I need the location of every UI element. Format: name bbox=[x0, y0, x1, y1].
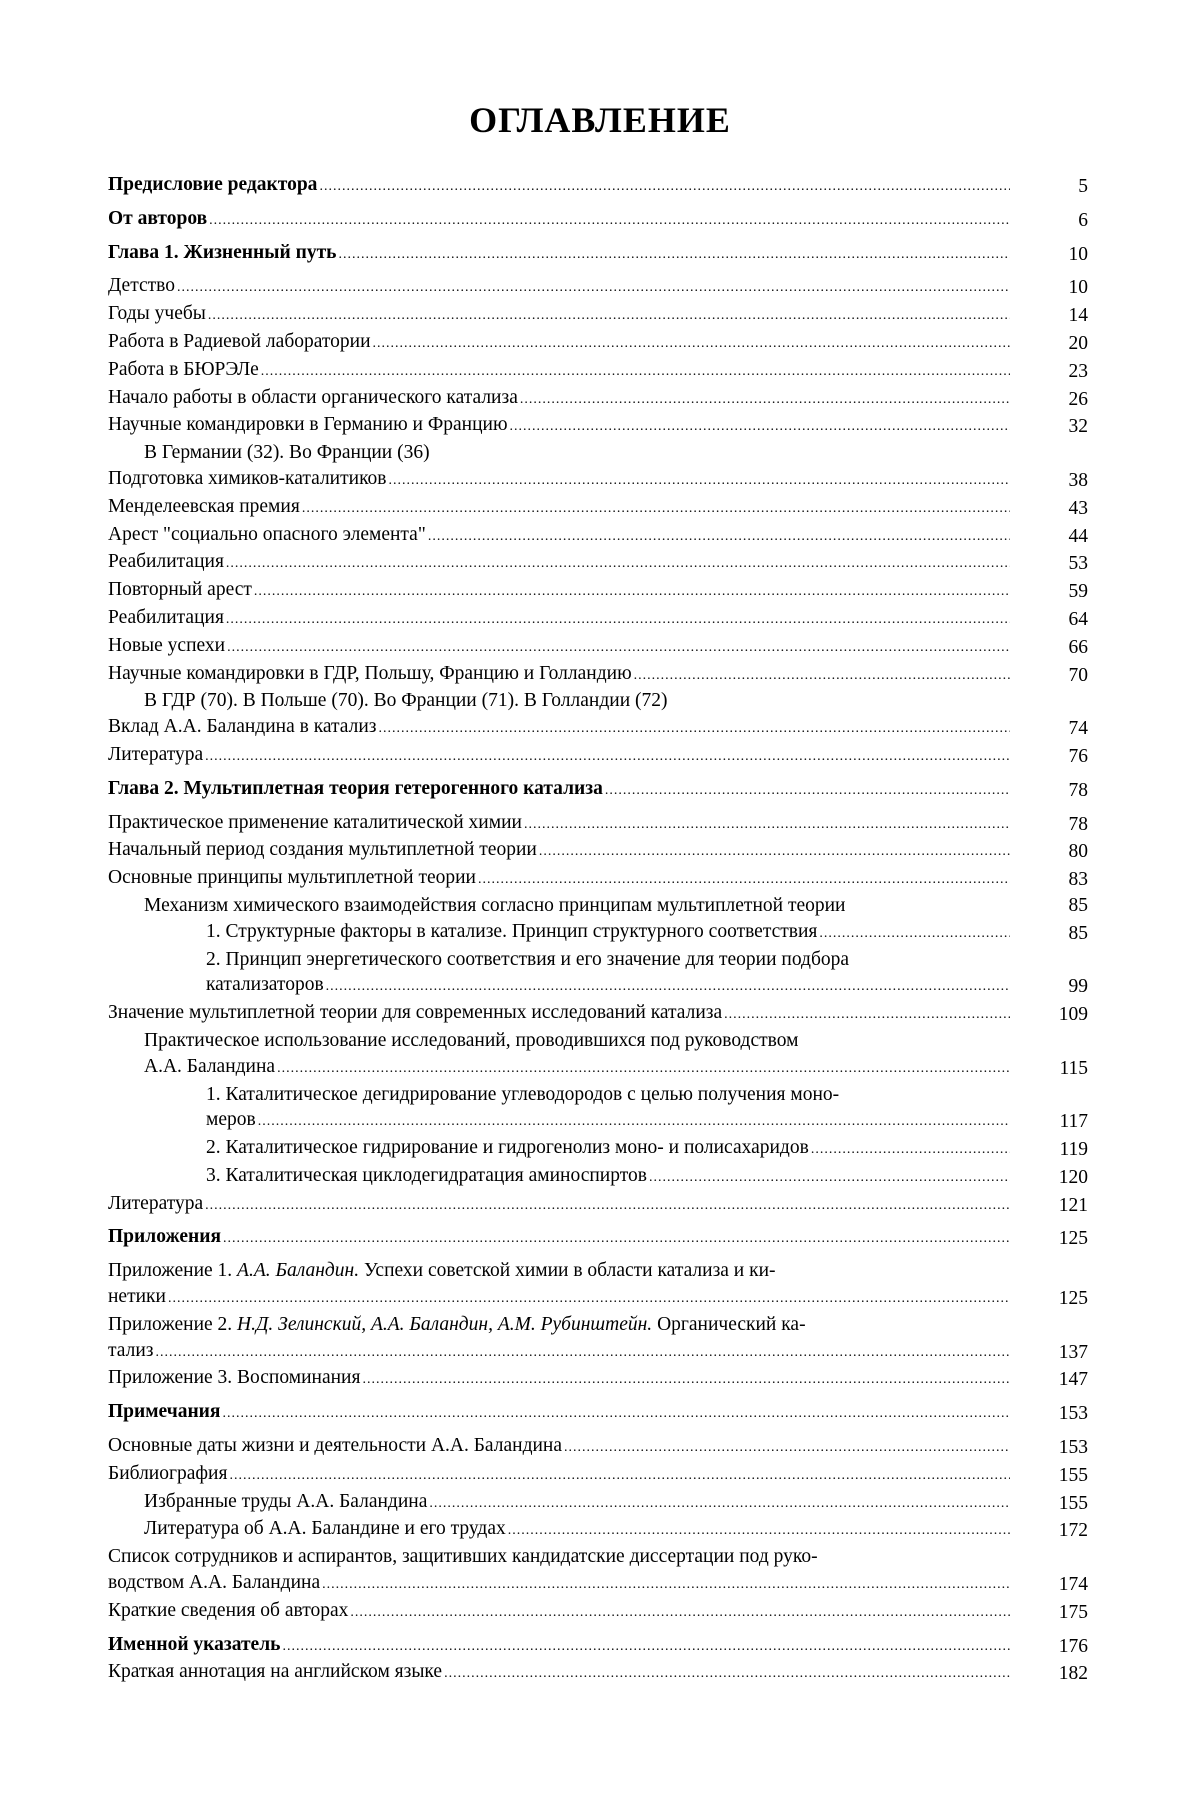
toc-entry-text: Новые успехи bbox=[108, 634, 226, 656]
toc-entry-text: Научные командировки в ГДР, Польшу, Францию и Голландию bbox=[108, 662, 632, 684]
page-title: ОГЛАВЛЕНИЕ bbox=[469, 100, 731, 140]
toc-leader-dots bbox=[373, 331, 1010, 357]
toc-entry bbox=[108, 742, 1088, 770]
toc-entry bbox=[108, 329, 1088, 357]
toc-entry bbox=[108, 1224, 1088, 1252]
toc-page-number: 44 bbox=[1068, 525, 1088, 547]
toc-leader-dots bbox=[226, 607, 1010, 633]
toc-entry bbox=[108, 947, 1088, 1001]
toc-entry bbox=[108, 605, 1088, 633]
toc-entry-text: Арест "социально опасного элемента" bbox=[108, 523, 426, 545]
toc-page-number: 182 bbox=[1058, 1663, 1088, 1685]
toc-entry-text: Детство bbox=[108, 275, 175, 297]
toc-leader-dots bbox=[539, 839, 1010, 865]
toc-entry bbox=[108, 440, 1088, 466]
toc-entry-text: Годы учебы bbox=[108, 303, 206, 325]
toc-page-number: 153 bbox=[1058, 1437, 1088, 1459]
toc-entry bbox=[108, 301, 1088, 329]
toc-entry bbox=[108, 1163, 1088, 1191]
toc-leader-dots bbox=[177, 275, 1010, 301]
toc-entry bbox=[108, 240, 1088, 268]
toc-entry-text: Избранные труды А.А. Баландина bbox=[144, 1490, 428, 1512]
toc-leader-dots bbox=[379, 716, 1011, 742]
toc-leader-dots bbox=[229, 1463, 1010, 1489]
toc-entry-text: Глава 1. Жизненный путь bbox=[108, 241, 337, 263]
toc-entry bbox=[108, 1365, 1088, 1393]
toc-entry-text: Литература bbox=[108, 1192, 204, 1214]
toc-entry-text: Реабилитация bbox=[108, 606, 224, 628]
toc-entry bbox=[108, 412, 1088, 440]
toc-entry bbox=[108, 865, 1088, 893]
toc-entry-continuation: А.А. Баландина bbox=[144, 1055, 276, 1077]
toc-page-number: 153 bbox=[1058, 1403, 1088, 1425]
toc-leader-dots bbox=[634, 663, 1010, 689]
toc-page-number: 70 bbox=[1068, 664, 1088, 686]
toc-leader-dots bbox=[444, 1661, 1010, 1687]
toc-leader-dots bbox=[478, 867, 1010, 893]
toc-entry-text: Подготовка химиков-каталитиков bbox=[108, 467, 387, 489]
toc-entry bbox=[108, 1082, 1088, 1136]
toc-leader-dots bbox=[362, 1367, 1010, 1393]
toc-entry-text: Значение мультиплетной теории для современных исследований катализа bbox=[108, 1002, 723, 1024]
toc-page-number: 172 bbox=[1058, 1520, 1088, 1542]
toc-entry bbox=[108, 1544, 1088, 1598]
toc-leader-dots bbox=[222, 1401, 1010, 1427]
toc-entry-text: В Германии (32). Во Франции (36) bbox=[144, 442, 430, 464]
toc-entry bbox=[108, 714, 1088, 742]
toc-entry bbox=[108, 206, 1088, 234]
toc-entry-text: Реабилитация bbox=[108, 551, 224, 573]
toc-leader-dots bbox=[254, 579, 1010, 605]
toc-entry bbox=[108, 633, 1088, 661]
toc-entry bbox=[108, 1598, 1088, 1626]
toc-leader-dots bbox=[811, 1137, 1010, 1163]
toc-page-number: 66 bbox=[1068, 636, 1088, 658]
toc-entry bbox=[108, 466, 1088, 494]
toc-entry-text: Начальный период создания мультиплетной теории bbox=[108, 839, 537, 861]
toc-page-number: 20 bbox=[1068, 332, 1088, 354]
toc-leader-dots bbox=[209, 208, 1010, 234]
toc-leader-dots bbox=[168, 1286, 1010, 1312]
toc-leader-dots bbox=[208, 303, 1010, 329]
toc-leader-dots bbox=[302, 496, 1010, 522]
toc-entry bbox=[108, 1632, 1088, 1660]
toc-entry-text: Приложение 3. Воспоминания bbox=[108, 1367, 361, 1389]
toc-page-number: 175 bbox=[1058, 1601, 1088, 1623]
toc-page-number: 109 bbox=[1058, 1004, 1088, 1026]
toc-entry bbox=[108, 1433, 1088, 1461]
toc-leader-dots bbox=[564, 1435, 1010, 1461]
toc-leader-dots bbox=[258, 1109, 1010, 1135]
toc-entry-text: 2. Каталитическое гидрирование и гидрогенолиз моно- и полисахаридов bbox=[206, 1137, 809, 1159]
toc-page-number: 78 bbox=[1068, 779, 1088, 801]
toc-page-number: 125 bbox=[1058, 1288, 1088, 1310]
toc-page-number: 119 bbox=[1059, 1139, 1088, 1161]
toc-entry bbox=[108, 1191, 1088, 1219]
toc-entry-text: 1. Структурные факторы в катализе. Принцип структурного соответствия bbox=[206, 920, 818, 942]
toc-entry bbox=[108, 837, 1088, 865]
toc-entry-continuation: нетики bbox=[108, 1286, 166, 1308]
toc-page-number: 117 bbox=[1059, 1111, 1088, 1133]
toc-page-number: 85 bbox=[1068, 894, 1088, 916]
toc-entry-continuation: меров bbox=[206, 1109, 256, 1131]
toc-leader-dots bbox=[277, 1056, 1010, 1082]
toc-entry bbox=[108, 494, 1088, 522]
toc-entry-text: Приложение 1. А.А. Баландин. Успехи советской химии в области катализа и ки- bbox=[108, 1260, 776, 1282]
toc-leader-dots bbox=[508, 1518, 1010, 1544]
toc-entry-italic-author: А.А. Баландин. bbox=[237, 1260, 360, 1282]
toc-leader-dots bbox=[282, 1634, 1010, 1660]
toc-entry-text: 3. Каталитическая циклодегидратация аминоспиртов bbox=[206, 1164, 647, 1186]
toc-entry bbox=[108, 810, 1088, 838]
toc-page-number: 23 bbox=[1068, 360, 1088, 382]
toc-entry-text: Основные даты жизни и деятельности А.А. Баландина bbox=[108, 1435, 563, 1457]
toc-entry-text: Начало работы в области органического катализа bbox=[108, 386, 518, 408]
toc-page-number: 155 bbox=[1058, 1492, 1088, 1514]
toc-page-number: 74 bbox=[1068, 718, 1088, 740]
toc-entry-text: Предисловие редактора bbox=[108, 174, 318, 195]
toc-entry-text: Основные принципы мультиплетной теории bbox=[108, 867, 476, 889]
toc-entry bbox=[108, 357, 1088, 385]
toc-entry-text: Именной указатель bbox=[108, 1633, 281, 1655]
toc-leader-dots bbox=[429, 1491, 1010, 1517]
toc-entry bbox=[108, 919, 1088, 947]
toc-leader-dots bbox=[326, 974, 1010, 1000]
toc-page-number: 176 bbox=[1058, 1635, 1088, 1657]
toc-entry-text: Научные командировки в Германию и Францию bbox=[108, 414, 508, 436]
toc-entry-text: Практическое применение каталитической химии bbox=[108, 811, 522, 833]
toc-page-number: 85 bbox=[1068, 922, 1088, 944]
toc-entry bbox=[108, 522, 1088, 550]
toc-entry-continuation: катализаторов bbox=[206, 974, 324, 996]
toc-entry bbox=[108, 1489, 1088, 1517]
toc-entry-text: Вклад А.А. Баландина в катализ bbox=[108, 716, 377, 738]
toc-entry-text: В ГДР (70). В Польше (70). Во Франции (71). В Голландии (72) bbox=[144, 690, 668, 712]
toc-leader-dots bbox=[428, 524, 1010, 550]
toc-leader-dots bbox=[819, 921, 1010, 947]
toc-entry-text: Список сотрудников и аспирантов, защитивших кандидатские диссертации под руко- bbox=[108, 1546, 818, 1568]
toc-leader-dots bbox=[223, 1226, 1010, 1252]
toc-entry bbox=[108, 1312, 1088, 1366]
toc-entry bbox=[108, 549, 1088, 577]
toc-entry-text: Механизм химического взаимодействия согласно принципам мультиплетной теории bbox=[144, 894, 846, 916]
toc-page-number: 80 bbox=[1068, 841, 1088, 863]
toc-leader-dots bbox=[605, 778, 1010, 804]
toc-page-number: 10 bbox=[1068, 243, 1088, 265]
toc-entry bbox=[108, 893, 1088, 919]
toc-leader-dots bbox=[338, 242, 1010, 268]
toc-page-number: 115 bbox=[1059, 1057, 1088, 1079]
toc-leader-dots bbox=[319, 174, 1010, 200]
toc-page-number: 14 bbox=[1068, 305, 1088, 327]
table-of-contents bbox=[108, 172, 1088, 1687]
toc-page-number: 6 bbox=[1078, 209, 1088, 231]
toc-page-number: 38 bbox=[1068, 469, 1088, 491]
toc-leader-dots bbox=[205, 744, 1010, 770]
toc-page-number: 147 bbox=[1058, 1369, 1088, 1391]
toc-page-number: 26 bbox=[1068, 388, 1088, 410]
toc-entry-text: Приложения bbox=[108, 1226, 222, 1248]
toc-entry-text: 2. Принцип энергетического соответствия и его значение для теории подбора bbox=[206, 948, 850, 970]
toc-page-number: 5 bbox=[1078, 176, 1088, 197]
toc-entry-text: Работа в Радиевой лаборатории bbox=[108, 330, 371, 352]
toc-entry-text: Литература bbox=[108, 743, 204, 765]
toc-leader-dots bbox=[227, 635, 1010, 661]
toc-leader-dots bbox=[226, 551, 1010, 577]
toc-page-number: 59 bbox=[1068, 581, 1088, 603]
toc-entry-text: Краткие сведения об авторах bbox=[108, 1599, 349, 1621]
toc-entry-text: От авторов bbox=[108, 207, 208, 229]
toc-leader-dots bbox=[389, 468, 1010, 494]
toc-page-number: 155 bbox=[1058, 1464, 1088, 1486]
toc-entry bbox=[108, 172, 1088, 200]
toc-page-number: 83 bbox=[1068, 869, 1088, 891]
toc-page-number: 53 bbox=[1068, 553, 1088, 575]
toc-leader-dots bbox=[261, 359, 1010, 385]
toc-entry-text: 1. Каталитическое дегидрирование углеводородов с целью получения моно- bbox=[206, 1083, 840, 1105]
toc-entry bbox=[108, 1659, 1088, 1687]
toc-page-number: 120 bbox=[1058, 1166, 1088, 1188]
toc-entry bbox=[108, 1028, 1088, 1082]
toc-entry bbox=[108, 1516, 1088, 1544]
toc-entry bbox=[108, 1258, 1088, 1312]
toc-page-number: 64 bbox=[1068, 608, 1088, 630]
toc-page-number: 78 bbox=[1068, 813, 1088, 835]
toc-page-number: 174 bbox=[1058, 1574, 1088, 1596]
toc-leader-dots bbox=[322, 1572, 1010, 1598]
toc-entry-text: Менделеевская премия bbox=[108, 495, 300, 517]
toc-leader-dots bbox=[155, 1340, 1010, 1366]
toc-entry bbox=[108, 1000, 1088, 1028]
toc-page-number: 99 bbox=[1068, 976, 1088, 998]
toc-entry bbox=[108, 385, 1088, 413]
toc-page-number: 43 bbox=[1068, 497, 1088, 519]
toc-entry bbox=[108, 1461, 1088, 1489]
toc-entry-continuation: водством А.А. Баландина bbox=[108, 1572, 321, 1594]
toc-leader-dots bbox=[649, 1165, 1010, 1191]
toc-entry bbox=[108, 661, 1088, 689]
toc-entry bbox=[108, 688, 1088, 714]
toc-leader-dots bbox=[524, 812, 1010, 838]
toc-entry-text: Работа в БЮРЭЛе bbox=[108, 358, 259, 380]
toc-entry bbox=[108, 1399, 1088, 1427]
toc-page-number: 10 bbox=[1068, 277, 1088, 299]
toc-entry-continuation: тализ bbox=[108, 1339, 154, 1361]
toc-page-number: 121 bbox=[1058, 1194, 1088, 1216]
toc-entry-text: Глава 2. Мультиплетная теория гетерогенного катализа bbox=[108, 777, 603, 799]
toc-entry-text: Примечания bbox=[108, 1401, 221, 1423]
toc-entry-italic-author: Н.Д. Зелинский, А.А. Баландин, А.М. Рубинштейн. bbox=[237, 1313, 653, 1335]
toc-page-number: 125 bbox=[1058, 1228, 1088, 1250]
toc-entry-text: Практическое использование исследований, проводившихся под руководством bbox=[144, 1029, 799, 1051]
toc-entry bbox=[108, 1135, 1088, 1163]
toc-leader-dots bbox=[520, 387, 1010, 413]
toc-entry bbox=[108, 776, 1088, 804]
toc-entry-text: Литература об А.А. Баландине и его трудах bbox=[144, 1518, 506, 1540]
toc-entry-text: Библиография bbox=[108, 1462, 228, 1484]
toc-entry-text: Повторный арест bbox=[108, 579, 252, 601]
toc-leader-dots bbox=[724, 1002, 1010, 1028]
toc-page-number: 137 bbox=[1058, 1341, 1088, 1363]
toc-leader-dots bbox=[510, 414, 1010, 440]
toc-page-number: 32 bbox=[1068, 416, 1088, 438]
toc-entry-text: Приложение 2. Н.Д. Зелинский, А.А. Баландин, А.М. Рубинштейн. Органический ка- bbox=[108, 1313, 806, 1335]
toc-entry bbox=[108, 577, 1088, 605]
toc-leader-dots bbox=[350, 1600, 1010, 1626]
toc-entry-text: Краткая аннотация на английском языке bbox=[108, 1661, 443, 1683]
toc-entry bbox=[108, 273, 1088, 301]
toc-leader-dots bbox=[205, 1193, 1010, 1219]
toc-page-number: 76 bbox=[1068, 745, 1088, 767]
